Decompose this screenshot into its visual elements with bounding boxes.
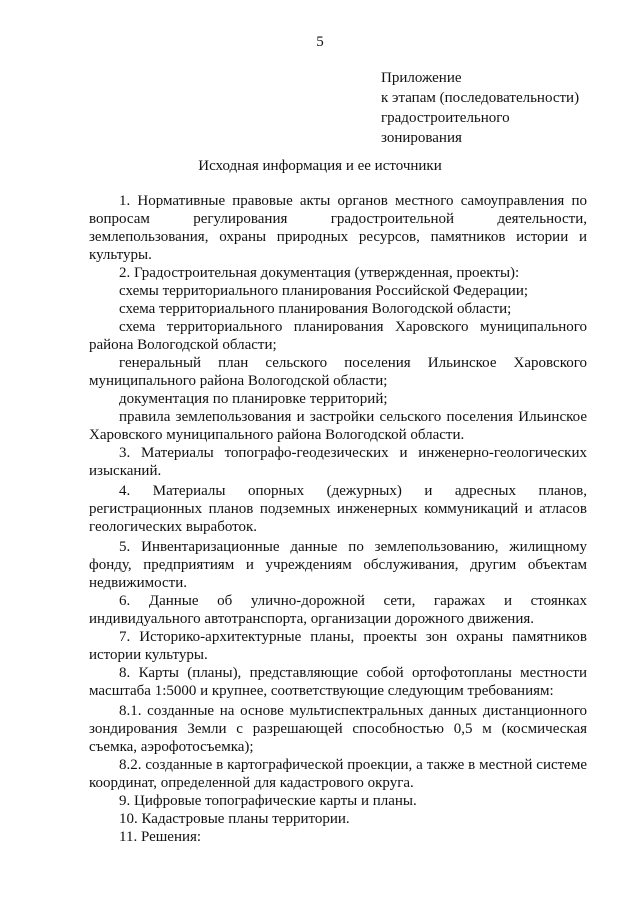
paragraph-2-item: генеральный план сельского поселения Ильинское Харовского муниципального района Вологодской области; bbox=[89, 355, 587, 389]
paragraph-8-2: 8.2. созданные в картографической проекции, а также в местной системе координат, определенной для кадастрового округа. bbox=[89, 757, 587, 791]
paragraph-2: 2. Градостроительная документация (утвержденная, проекты): bbox=[119, 265, 520, 281]
paragraph-10: 10. Кадастровые планы территории. bbox=[119, 811, 350, 827]
paragraph-2-item: документация по планировке территорий; bbox=[119, 391, 388, 407]
paragraph-2-item: схема территориального планирования Вологодской области; bbox=[119, 301, 512, 317]
appendix-line: к этапам (последовательности) bbox=[381, 90, 580, 106]
document-title: Исходная информация и ее источники bbox=[198, 158, 442, 174]
appendix-line: градостроительного bbox=[381, 110, 510, 126]
paragraph-7: 7. Историко-архитектурные планы, проекты зон охраны памятников истории культуры. bbox=[89, 629, 587, 663]
paragraph-9: 9. Цифровые топографические карты и планы. bbox=[119, 793, 417, 809]
paragraph-2-item: схемы территориального планирования Российской Федерации; bbox=[119, 283, 529, 299]
appendix-line: Приложение bbox=[381, 70, 462, 86]
paragraph-8: 8. Карты (планы), представляющие собой ортофотопланы местности масштаба 1:5000 и крупнее, соответствующие следующим требованиям: bbox=[89, 665, 587, 699]
paragraph-1: 1. Нормативные правовые акты органов местного самоуправления по вопросам регулирования градостроительной деятельности, землепользования, охраны природных ресурсов, памятников истории и культуры. bbox=[89, 193, 587, 263]
appendix-note bbox=[381, 68, 579, 148]
body-text bbox=[89, 192, 587, 846]
paragraph-3: 3. Материалы топографо-геодезических и инженерно-геологических изысканий. bbox=[89, 445, 587, 479]
paragraph-4: 4. Материалы опорных (дежурных) и адресных планов, регистрационных планов подземных инженерных коммуникаций и атласов геологических выработок. bbox=[89, 483, 587, 535]
paragraph-11: 11. Решения: bbox=[119, 829, 202, 845]
paragraph-2-item: правила землепользования и застройки сельского поселения Ильинское Харовского муниципального района Вологодской области. bbox=[89, 409, 587, 443]
appendix-line: зонирования bbox=[381, 130, 462, 146]
page-number: 5 bbox=[316, 34, 324, 50]
paragraph-2-item: схема территориального планирования Харовского муниципального района Вологодской области; bbox=[89, 319, 587, 353]
paragraph-8-1: 8.1. созданные на основе мультиспектральных данных дистанционного зондирования Земли с разрешающей способностью 0,5 м (космическая съемка, аэрофотосъемка); bbox=[89, 703, 587, 755]
paragraph-6: 6. Данные об улично-дорожной сети, гаражах и стоянках индивидуального автотранспорта, организации дорожного движения. bbox=[89, 593, 587, 627]
paragraph-5: 5. Инвентаризационные данные по землепользованию, жилищному фонду, предприятиям и учреждениям обслуживания, другим объектам недвижимости. bbox=[89, 539, 587, 591]
